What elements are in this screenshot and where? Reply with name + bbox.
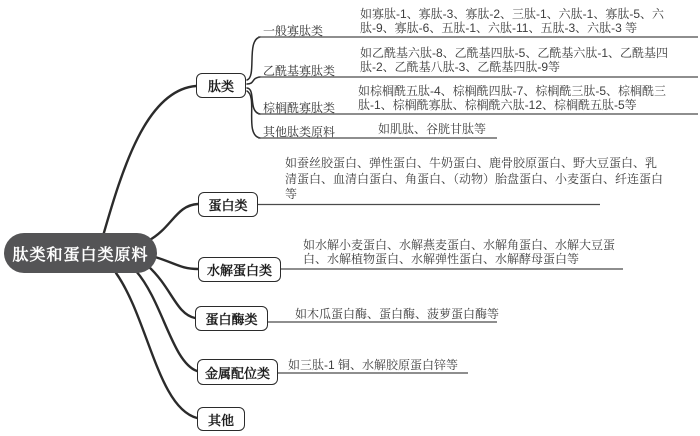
curve-root-to-hydrolyzed [155, 257, 198, 269]
content-other-peptide-materials[interactable]: 如肌肽、谷胱甘肽等 [378, 122, 487, 136]
content-acetyl-oligopeptides[interactable]: 如乙酰基六肽-8、乙酰基四肽-5、乙酰基六肽-1、乙酰基四肽-2、乙酰基八肽-3、乙酰基四肽-9等 [360, 46, 669, 74]
content-protease[interactable]: 如木瓜蛋白酶、蛋白酶、菠萝蛋白酶等 [295, 307, 500, 321]
node-metal-complex[interactable]: 金属配位类 [197, 359, 278, 385]
content-general-oligopeptides[interactable]: 如寡肽-1、寡肽-3、寡肽-2、三肽-1、六肽-1、寡肽-5、六肽-9、寡肽-6、五肽-1、六肽-11、五肽-3、六肽-3 等 [360, 7, 665, 35]
curve-root-to-peptides [103, 86, 196, 236]
curve-root-to-other [116, 273, 197, 418]
node-protein[interactable]: 蛋白类 [198, 192, 258, 217]
root-node[interactable]: 肽类和蛋白类原料 [4, 233, 157, 273]
node-protease[interactable]: 蛋白酶类 [195, 306, 268, 331]
content-palmitoyl-oligopeptides[interactable]: 如棕榈酰五肽-4、棕榈酰四肽-7、棕榈酰三肽-5、棕榈酰三肽-1、棕榈酰寡肽、棕榈酰六肽-12、棕榈酰五肽-5等 [358, 84, 667, 112]
subtopic-other-peptide-materials[interactable]: 其他肽类原料 [263, 125, 336, 139]
content-protein[interactable]: 如蚕丝胶蛋白、弹性蛋白、牛奶蛋白、鹿骨胶原蛋白、野大豆蛋白、乳清蛋白、血清白蛋白、角蛋白、（动物）胎盘蛋白、小麦蛋白、纤连蛋白等 [285, 156, 664, 201]
subtopic-palmitoyl-oligopeptides[interactable]: 棕榈酰寡肽类 [263, 101, 336, 115]
node-peptides[interactable]: 肽类 [196, 73, 246, 98]
subtopic-acetyl-oligopeptides[interactable]: 乙酰基寡肽类 [263, 64, 336, 78]
node-other[interactable]: 其他 [197, 407, 245, 431]
content-hydrolyzed-protein[interactable]: 如水解小麦蛋白、水解燕麦蛋白、水解角蛋白、水解大豆蛋白、水解植物蛋白、水解弹性蛋白、水解酵母蛋白等 [303, 238, 616, 266]
content-metal-complex[interactable]: 如三肽-1 铜、水解胶原蛋白锌等 [288, 358, 459, 372]
curve-root-to-protein [148, 204, 198, 241]
curve-root-to-protease [148, 266, 195, 318]
brace-to-general [247, 37, 260, 80]
subtopic-general-oligopeptides[interactable]: 一般寡肽类 [263, 24, 324, 38]
curve-root-to-metal [136, 271, 197, 371]
node-hydrolyzed-protein[interactable]: 水解蛋白类 [198, 257, 281, 282]
